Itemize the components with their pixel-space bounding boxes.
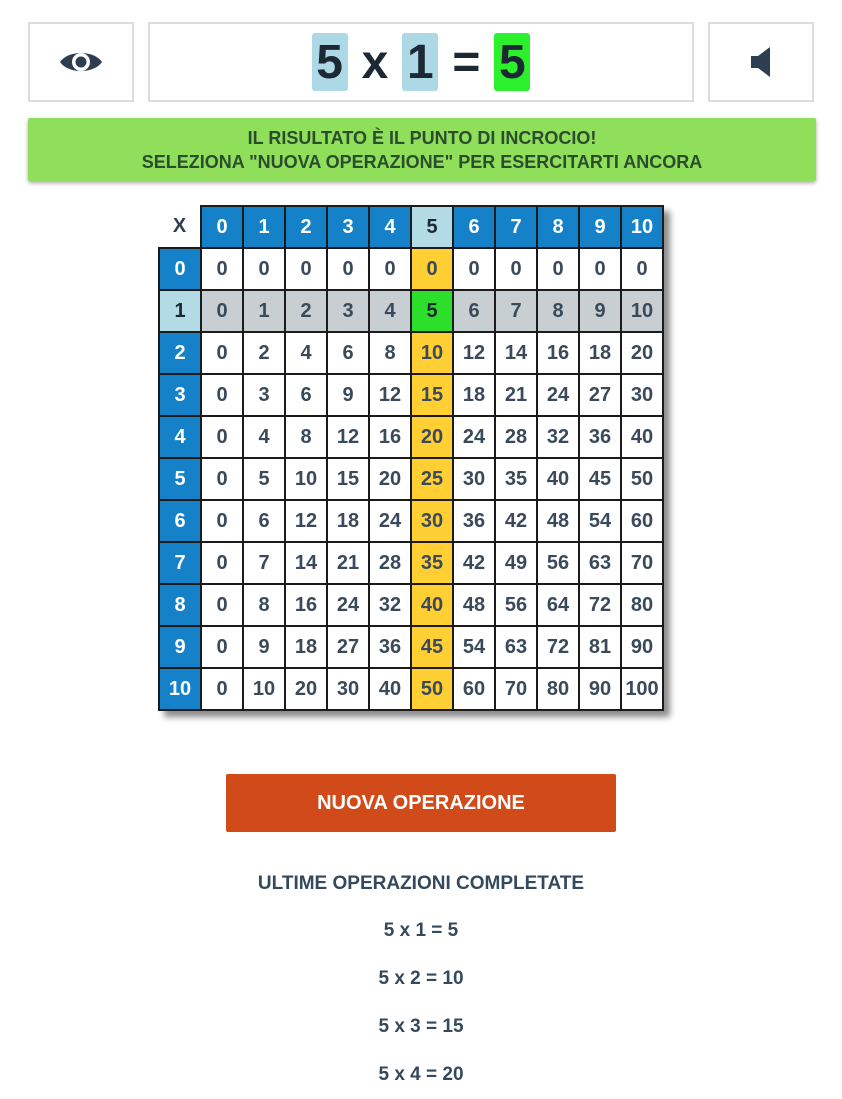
table-cell[interactable]: 80: [621, 584, 663, 626]
instruction-banner: [28, 118, 816, 181]
table-cell[interactable]: 0: [201, 374, 243, 416]
table-cell[interactable]: 14: [285, 542, 327, 584]
table-cell[interactable]: 54: [579, 500, 621, 542]
banner-line-2: SELEZIONA "NUOVA OPERAZIONE" PER ESERCITARTI ANCORA: [141, 151, 703, 172]
table-cell[interactable]: 4: [285, 332, 327, 374]
table-cell[interactable]: 49: [495, 542, 537, 584]
table-cell[interactable]: 7: [495, 290, 537, 332]
table-row: [159, 668, 663, 710]
column-header: 2: [285, 206, 327, 248]
table-cell[interactable]: 12: [285, 500, 327, 542]
table-corner: X: [159, 206, 201, 248]
column-header: 7: [495, 206, 537, 248]
table-cell[interactable]: 0: [201, 626, 243, 668]
history-item: 5 x 2 = 10: [378, 968, 464, 989]
table-cell[interactable]: 70: [495, 668, 537, 710]
table-cell[interactable]: 0: [201, 332, 243, 374]
table-cell[interactable]: 0: [201, 584, 243, 626]
table-cell[interactable]: 27: [327, 626, 369, 668]
table-row: [159, 374, 663, 416]
table-row: [159, 626, 663, 668]
multiplication-table: [158, 205, 664, 711]
table-cell[interactable]: 72: [579, 584, 621, 626]
new-operation-button[interactable]: NUOVA OPERAZIONE: [226, 774, 616, 832]
table-cell[interactable]: 24: [327, 584, 369, 626]
table-cell[interactable]: 30: [327, 668, 369, 710]
table-cell[interactable]: 15: [411, 374, 453, 416]
table-cell[interactable]: 72: [537, 626, 579, 668]
table-cell[interactable]: 8: [369, 332, 411, 374]
table-cell[interactable]: 8: [537, 290, 579, 332]
table-cell[interactable]: 28: [369, 542, 411, 584]
table-cell[interactable]: 90: [621, 626, 663, 668]
table-cell[interactable]: 56: [495, 584, 537, 626]
row-header: 5: [159, 458, 201, 500]
table-cell[interactable]: 0: [327, 248, 369, 290]
table-cell[interactable]: 24: [537, 374, 579, 416]
row-header: 8: [159, 584, 201, 626]
table-cell[interactable]: 12: [453, 332, 495, 374]
table-header-row: [159, 206, 663, 248]
table-cell[interactable]: 24: [453, 416, 495, 458]
table-cell[interactable]: 42: [495, 500, 537, 542]
table-row: [159, 416, 663, 458]
table-cell[interactable]: 6: [285, 374, 327, 416]
table-cell[interactable]: 21: [495, 374, 537, 416]
column-header: 3: [327, 206, 369, 248]
table-cell[interactable]: 0: [369, 248, 411, 290]
table-cell[interactable]: 50: [621, 458, 663, 500]
row-header: 7: [159, 542, 201, 584]
table-cell[interactable]: 30: [453, 458, 495, 500]
table-cell[interactable]: 60: [621, 500, 663, 542]
table-cell[interactable]: 16: [537, 332, 579, 374]
table-cell[interactable]: 2: [285, 290, 327, 332]
table-cell[interactable]: 5: [243, 458, 285, 500]
table-cell[interactable]: 6: [453, 290, 495, 332]
table-cell[interactable]: 48: [537, 500, 579, 542]
table-cell[interactable]: 7: [243, 542, 285, 584]
sound-button[interactable]: [708, 22, 814, 102]
table-cell[interactable]: 16: [285, 584, 327, 626]
table-cell[interactable]: 45: [579, 458, 621, 500]
table-cell[interactable]: 9: [327, 374, 369, 416]
speaker-icon: [749, 46, 773, 78]
table-cell[interactable]: 4: [243, 416, 285, 458]
table-cell[interactable]: 40: [621, 416, 663, 458]
operand-b: 1: [402, 33, 438, 91]
table-cell[interactable]: 64: [537, 584, 579, 626]
table-cell[interactable]: 70: [621, 542, 663, 584]
table-cell[interactable]: 20: [285, 668, 327, 710]
table-cell[interactable]: 16: [369, 416, 411, 458]
row-header: 1: [159, 290, 201, 332]
history-item: 5 x 1 = 5: [383, 920, 459, 941]
table-cell[interactable]: 0: [201, 668, 243, 710]
table-cell[interactable]: 10: [243, 668, 285, 710]
row-header: 6: [159, 500, 201, 542]
table-cell[interactable]: 9: [579, 290, 621, 332]
operand-a: 5: [312, 33, 348, 91]
table-cell[interactable]: 12: [369, 374, 411, 416]
table-cell[interactable]: 42: [453, 542, 495, 584]
result-value: 5: [494, 33, 530, 91]
row-header: 4: [159, 416, 201, 458]
table-cell[interactable]: 0: [201, 416, 243, 458]
table-cell[interactable]: 6: [243, 500, 285, 542]
table-cell[interactable]: 20: [369, 458, 411, 500]
table-cell[interactable]: 36: [453, 500, 495, 542]
table-cell[interactable]: 15: [327, 458, 369, 500]
column-header: 6: [453, 206, 495, 248]
table-cell[interactable]: 36: [579, 416, 621, 458]
column-header: 9: [579, 206, 621, 248]
show-answer-button[interactable]: [28, 22, 134, 102]
table-cell[interactable]: 8: [243, 584, 285, 626]
table-cell[interactable]: 32: [537, 416, 579, 458]
table-cell[interactable]: 48: [453, 584, 495, 626]
table-cell[interactable]: 40: [369, 668, 411, 710]
column-header: 0: [201, 206, 243, 248]
row-header: 10: [159, 668, 201, 710]
table-cell[interactable]: 14: [495, 332, 537, 374]
history-list: [0, 907, 842, 1099]
table-cell[interactable]: 36: [369, 626, 411, 668]
table-cell[interactable]: 80: [537, 668, 579, 710]
history-title: ULTIME OPERAZIONI COMPLETATE: [257, 873, 585, 894]
table-cell[interactable]: 4: [369, 290, 411, 332]
table-cell[interactable]: 10: [411, 332, 453, 374]
column-header: 10: [621, 206, 663, 248]
table-cell[interactable]: 0: [285, 248, 327, 290]
table-cell[interactable]: 0: [537, 248, 579, 290]
row-header: 2: [159, 332, 201, 374]
table-cell[interactable]: 0: [621, 248, 663, 290]
table-cell[interactable]: 0: [201, 542, 243, 584]
history-section: [0, 873, 842, 1099]
table-cell[interactable]: 8: [285, 416, 327, 458]
table-cell[interactable]: 3: [243, 374, 285, 416]
history-item: 5 x 4 = 20: [378, 1064, 464, 1085]
eye-icon: [58, 47, 104, 77]
table-cell[interactable]: 0: [201, 248, 243, 290]
column-header: 5: [411, 206, 453, 248]
table-cell[interactable]: 35: [411, 542, 453, 584]
table-cell[interactable]: 50: [411, 668, 453, 710]
table-cell[interactable]: 12: [327, 416, 369, 458]
table-cell[interactable]: 20: [411, 416, 453, 458]
table-cell[interactable]: 24: [369, 500, 411, 542]
table-cell[interactable]: 0: [495, 248, 537, 290]
banner-line-1: IL RISULTATO È IL PUNTO DI INCROCIO!: [247, 127, 597, 148]
table-cell[interactable]: 63: [579, 542, 621, 584]
table-cell[interactable]: 0: [579, 248, 621, 290]
table-cell[interactable]: 1: [243, 290, 285, 332]
table-cell[interactable]: 81: [579, 626, 621, 668]
table-cell[interactable]: 63: [495, 626, 537, 668]
table-cell[interactable]: 2: [243, 332, 285, 374]
table-cell[interactable]: 0: [201, 500, 243, 542]
table-cell[interactable]: 6: [327, 332, 369, 374]
table-cell[interactable]: 0: [243, 248, 285, 290]
equation-display: [148, 22, 694, 102]
row-header: 9: [159, 626, 201, 668]
table-cell[interactable]: 9: [243, 626, 285, 668]
operator: x: [361, 35, 389, 89]
column-header: 8: [537, 206, 579, 248]
table-cell[interactable]: 54: [453, 626, 495, 668]
table-cell[interactable]: 60: [453, 668, 495, 710]
column-header: 4: [369, 206, 411, 248]
intersection-cell[interactable]: 5: [411, 290, 453, 332]
history-item: 5 x 3 = 15: [378, 1016, 464, 1037]
table-cell[interactable]: 45: [411, 626, 453, 668]
table-row: [159, 584, 663, 626]
row-header: 3: [159, 374, 201, 416]
table-cell[interactable]: 35: [495, 458, 537, 500]
table-cell[interactable]: 18: [327, 500, 369, 542]
table-cell[interactable]: 18: [285, 626, 327, 668]
table-cell[interactable]: 25: [411, 458, 453, 500]
table-cell[interactable]: 28: [495, 416, 537, 458]
top-bar: [28, 22, 814, 106]
table-cell[interactable]: 18: [453, 374, 495, 416]
table-row: [159, 290, 663, 332]
table-cell[interactable]: 10: [285, 458, 327, 500]
table-cell[interactable]: 18: [579, 332, 621, 374]
table-cell[interactable]: 56: [537, 542, 579, 584]
table-cell[interactable]: 3: [327, 290, 369, 332]
table-cell[interactable]: 40: [537, 458, 579, 500]
table-row: [159, 458, 663, 500]
table-cell[interactable]: 0: [201, 458, 243, 500]
table-cell[interactable]: 100: [621, 668, 663, 710]
table-row: [159, 248, 663, 290]
table-cell[interactable]: 20: [621, 332, 663, 374]
table-cell[interactable]: 30: [411, 500, 453, 542]
equals-sign: =: [452, 35, 481, 89]
table-cell[interactable]: 27: [579, 374, 621, 416]
table-cell[interactable]: 30: [621, 374, 663, 416]
table-cell[interactable]: 10: [621, 290, 663, 332]
table-cell[interactable]: 0: [201, 290, 243, 332]
table-cell[interactable]: 90: [579, 668, 621, 710]
table-row: [159, 500, 663, 542]
table-cell[interactable]: 32: [369, 584, 411, 626]
table-cell[interactable]: 40: [411, 584, 453, 626]
table-row: [159, 332, 663, 374]
table-row: [159, 542, 663, 584]
table-cell[interactable]: 21: [327, 542, 369, 584]
table-cell[interactable]: 0: [453, 248, 495, 290]
column-header: 1: [243, 206, 285, 248]
table-cell[interactable]: 0: [411, 248, 453, 290]
row-header: 0: [159, 248, 201, 290]
